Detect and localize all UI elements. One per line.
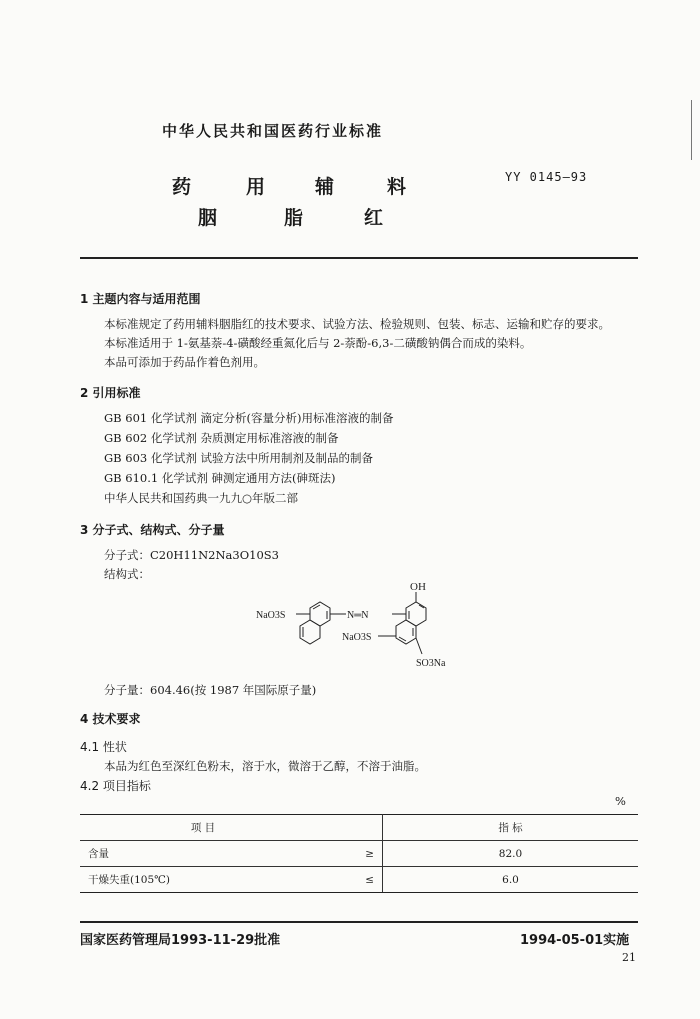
section-3-heading: 3 分子式、结构式、分子量 [80,523,225,537]
reference-item: GB 601 化学试剂 滴定分析(容量分析)用标准溶液的制备 [104,411,394,425]
molecular-formula [104,547,279,563]
so3na-label: SO3Na [416,658,446,669]
structural-formula [250,578,470,673]
header-item: 项 目 [80,815,326,841]
section-4-1-heading: 4.1 性状 [80,740,127,754]
row-item: 含量 [80,841,326,867]
title-char: 红 [364,207,384,229]
appearance-description: 本品为红色至深红色粉末，溶于水，微溶于乙醇，不溶于油脂。 [104,759,426,773]
issuing-organization: 中华人民共和国医药行业标准 [162,122,384,140]
oh-label: OH [410,581,426,593]
row-item: 干燥失重(105℃) [80,867,326,893]
section-1-heading: 1 主题内容与适用范围 [80,292,201,306]
molecular-weight: 分子量：604.46(按 1987 年国际原子量) [104,683,317,697]
spec-table [80,814,638,893]
section-1-paragraph: 本标准适用于 1-氨基萘-4-磺酸经重氮化后与 2-萘酚-6,3-二磺酸钠偶合而成的染料。 [104,336,532,350]
row-sym: ≥ [326,841,383,867]
unit-label: % [615,794,626,808]
table-header-row [80,815,638,841]
formula-label: 分子式： [104,548,150,562]
scan-margin-line [691,100,692,160]
header-value: 指 标 [383,815,639,841]
naso3-mid-label: NaO3S [342,632,372,643]
title-char: 用 [246,176,266,198]
reference-item: GB 603 化学试剂 试验方法中所用制剂及制品的制备 [104,451,374,465]
section-4-heading: 4 技术要求 [80,712,141,726]
section-4-2-heading: 4.2 项目指标 [80,779,151,793]
table-row [80,867,638,893]
reference-item: GB 602 化学试剂 杂质测定用标准溶液的制备 [104,431,339,445]
footer-rule [80,921,638,923]
title-char: 脂 [284,207,304,229]
row-value: 6.0 [383,867,639,893]
reference-item: 中华人民共和国药典一九九○年版二部 [104,491,299,505]
row-value: 82.0 [383,841,639,867]
section-1-paragraph: 本标准规定了药用辅料胭脂红的技术要求、试验方法、检验规则、包装、标志、运输和贮存的要求。 [104,317,610,331]
header-rule [80,257,638,259]
section-2-heading: 2 引用标准 [80,386,141,400]
title-char: 药 [172,176,192,198]
naso3-left-label: NaO3S [256,610,286,621]
title-char: 料 [387,176,407,198]
azo-label: N═N [347,610,369,621]
standard-code: YY 0145—93 [505,170,588,184]
page-number: 21 [622,951,636,964]
title-char: 辅 [315,176,335,198]
reference-item: GB 610.1 化学试剂 砷测定通用方法(砷斑法) [104,471,336,485]
structure-label: 结构式： [104,567,150,581]
title-char: 胭 [198,207,218,229]
approval-date: 国家医药管理局1993-11-29批准 [80,933,281,948]
section-1-paragraph: 本品可添加于药品作着色剂用。 [104,355,265,369]
header-sym [326,815,383,841]
effective-date: 1994-05-01实施 [520,933,630,948]
row-sym: ≤ [326,867,383,893]
formula-value: C20H11N2Na3O10S3 [150,548,279,562]
table-row [80,841,638,867]
